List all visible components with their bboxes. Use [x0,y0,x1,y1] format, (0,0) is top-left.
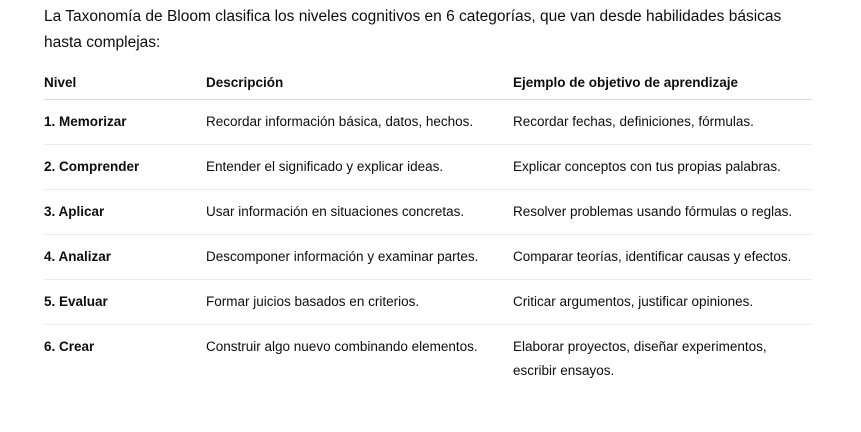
row-description: Construir algo nuevo combinando elementos. [206,339,478,354]
row-example: Explicar conceptos con tus propias palabras. [513,145,812,190]
row-description: Descomponer información y examinar partes. [206,235,513,280]
table-row [44,325,812,394]
intro-line-1: La Taxonomía de Bloom clasifica los niveles cognitivos en 6 categorías, que van desde habilidades básicas [44,8,782,25]
row-description: Formar juicios basados en criterios. [206,280,513,325]
bloom-taxonomy-table [44,66,812,393]
row-example: Comparar teorías, identificar causas y efectos. [513,235,812,280]
row-description: Usar información en situaciones concretas. [206,190,513,235]
row-example: Elaborar proyectos, diseñar experimentos, escribir ensayos. [513,339,767,378]
table-row [44,235,812,280]
intro-line-2: hasta complejas: [44,34,161,51]
row-description: Entender el significado y explicar ideas. [206,145,513,190]
row-level: 5. Evaluar [44,280,206,325]
table-row [44,100,812,145]
row-description: Recordar información básica, datos, hechos. [206,100,513,145]
row-example: Resolver problemas usando fórmulas o reglas. [513,190,812,235]
table-header-row [44,66,812,100]
header-nivel: Nivel [44,66,206,100]
header-ejemplo: Ejemplo de objetivo de aprendizaje [513,66,812,100]
intro-paragraph [44,0,812,56]
row-level: 3. Aplicar [44,190,206,235]
row-level: 2. Comprender [44,145,206,190]
row-level: 4. Analizar [44,235,206,280]
row-example: Criticar argumentos, justificar opiniones. [513,280,812,325]
row-level: 1. Memorizar [44,100,206,145]
message-content [44,0,812,393]
row-example: Recordar fechas, definiciones, fórmulas. [513,100,812,145]
table-row [44,145,812,190]
row-level: 6. Crear [44,339,95,354]
header-descripcion: Descripción [206,66,513,100]
table-row [44,190,812,235]
table-row [44,280,812,325]
